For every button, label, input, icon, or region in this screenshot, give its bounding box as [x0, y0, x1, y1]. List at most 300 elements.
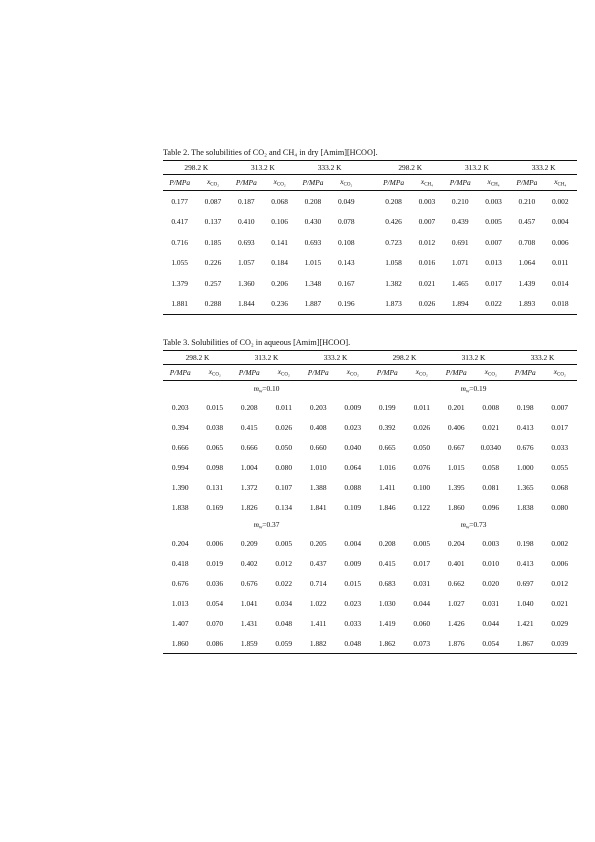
- temperature-label: 298.2 K: [184, 163, 209, 172]
- table-cell: 0.050: [413, 442, 431, 452]
- table-cell: 0.008: [482, 402, 500, 412]
- subscript: CO₂: [212, 372, 221, 378]
- table-cell: 0.418: [171, 558, 189, 568]
- table-cell: 0.023: [344, 598, 362, 608]
- table-cell: 0.081: [482, 482, 500, 492]
- table-cell: 0.415: [378, 558, 396, 568]
- temperature-label: 298.2 K: [185, 353, 210, 362]
- mass-fraction-row: [163, 517, 577, 533]
- table-cell: 0.009: [344, 558, 362, 568]
- table-cell: 0.177: [171, 196, 188, 206]
- temperature-label: 333.2 K: [530, 353, 555, 362]
- table-cell: 0.205: [309, 538, 327, 548]
- table-cell: 0.011: [275, 402, 292, 412]
- x-symbol: x: [346, 367, 351, 377]
- table-cell: 0.226: [204, 258, 222, 268]
- subscript: CH₄: [557, 182, 567, 188]
- table-cell: 1.015: [304, 258, 322, 268]
- table-row: [163, 273, 577, 294]
- table-cell: 0.394: [171, 422, 189, 432]
- table-cell: 0.088: [344, 482, 362, 492]
- table-cell: 1.419: [378, 618, 396, 628]
- table-cell: 0.086: [206, 638, 224, 648]
- table-row: [163, 533, 577, 553]
- pressure-header: P/MPa: [449, 178, 471, 187]
- table-cell: 1.846: [378, 502, 396, 512]
- table-cell: 0.003: [418, 196, 436, 206]
- table-row: [163, 553, 577, 573]
- table-cell: 1.000: [516, 462, 534, 472]
- table-cell: 0.031: [482, 598, 500, 608]
- table-cell: 0.007: [551, 402, 569, 412]
- table-cell: 0.002: [551, 538, 569, 548]
- table-cell: 1.841: [309, 502, 327, 512]
- table-cell: 0.203: [171, 402, 189, 412]
- table-cell: 1.426: [447, 618, 465, 628]
- mole-fraction-header: [477, 175, 510, 191]
- table-cell: 0.208: [378, 538, 396, 548]
- table-cell: 0.055: [551, 462, 569, 472]
- table-cell: 1.064: [518, 258, 536, 268]
- table-cell: 0.005: [275, 538, 293, 548]
- table-cell: 0.014: [551, 278, 569, 288]
- mass-fraction-value: =0.73: [469, 519, 487, 529]
- table-cell: 0.208: [240, 402, 258, 412]
- mass-fraction-symbol: m: [460, 519, 466, 529]
- x-symbol: x: [340, 177, 344, 187]
- table-cell: 1.882: [309, 638, 327, 648]
- mole-fraction-header: [267, 365, 302, 381]
- x-symbol: x: [487, 177, 491, 187]
- table-cell: 0.187: [237, 196, 255, 206]
- table-cell: 1.838: [516, 502, 534, 512]
- table-cell: 0.413: [516, 558, 534, 568]
- gap-cell: [363, 273, 377, 294]
- mole-fraction-header: [198, 365, 233, 381]
- table-cell: 0.204: [171, 538, 189, 548]
- table-cell: 0.011: [552, 258, 569, 268]
- table-cell: 1.859: [240, 638, 258, 648]
- subscript: CO₂: [281, 372, 290, 378]
- table-cell: 0.033: [344, 618, 362, 628]
- table-cell: 0.005: [413, 538, 431, 548]
- subscript: w: [465, 525, 470, 531]
- table-3-grid: [163, 350, 577, 654]
- table-cell: 0.060: [413, 618, 431, 628]
- temperature-label: 313.2 K: [251, 163, 275, 172]
- table-cell: 0.076: [413, 462, 431, 472]
- table-cell: 1.439: [518, 278, 536, 288]
- table-cell: 1.826: [240, 502, 258, 512]
- table-cell: 0.029: [551, 618, 569, 628]
- table-cell: 0.021: [482, 422, 500, 432]
- table-cell: 0.010: [482, 558, 500, 568]
- table-cell: 1.431: [240, 618, 258, 628]
- pressure-header: P/MPa: [516, 178, 538, 187]
- table-cell: 0.660: [309, 442, 327, 452]
- table-cell: 1.881: [171, 299, 188, 309]
- table-cell: 0.208: [304, 196, 322, 206]
- table-cell: 0.0340: [480, 442, 501, 452]
- pressure-header: P/MPa: [302, 178, 324, 187]
- table-cell: 1.860: [171, 638, 189, 648]
- table-cell: 0.392: [378, 422, 396, 432]
- table-cell: 0.048: [344, 638, 362, 648]
- table-2-grid: [163, 160, 577, 315]
- x-symbol: x: [484, 367, 489, 377]
- table-cell: 0.714: [309, 578, 327, 588]
- table-cell: 0.143: [337, 258, 355, 268]
- table-row: [163, 191, 577, 212]
- table-cell: 0.080: [551, 502, 569, 512]
- table-cell: 0.026: [413, 422, 431, 432]
- table-cell: 0.087: [204, 196, 222, 206]
- table-cell: 0.196: [337, 299, 355, 309]
- table-cell: 0.667: [447, 442, 465, 452]
- table-cell: 0.134: [275, 502, 293, 512]
- table-cell: 1.372: [240, 482, 258, 492]
- table-cell: 0.020: [482, 578, 500, 588]
- table-cell: 0.022: [275, 578, 293, 588]
- table-cell: 1.867: [516, 638, 534, 648]
- table-cell: 0.676: [171, 578, 189, 588]
- x-symbol: x: [420, 177, 425, 187]
- table-cell: 1.873: [385, 299, 402, 309]
- gap-cell: [363, 232, 377, 253]
- table-cell: 0.002: [551, 196, 569, 206]
- table-cell: 1.055: [171, 258, 188, 268]
- table-cell: 1.411: [379, 482, 396, 492]
- table-cell: 0.018: [551, 299, 569, 309]
- gap-cell: [363, 161, 377, 175]
- table-cell: 1.894: [451, 299, 469, 309]
- table-cell: 0.198: [516, 538, 534, 548]
- table-cell: 0.137: [204, 217, 222, 227]
- table-cell: 0.666: [240, 442, 258, 452]
- table-cell: 0.457: [518, 217, 536, 227]
- table-cell: 0.009: [344, 402, 362, 412]
- table-cell: 0.044: [482, 618, 500, 628]
- table-cell: 0.015: [344, 578, 362, 588]
- table-cell: 0.257: [204, 278, 222, 288]
- temperature-label: 298.2 K: [398, 163, 423, 172]
- table-3-caption: Table 3. Solubilities of CO₂ in aqueous [Amim][HCOO].: [163, 338, 351, 347]
- table-cell: 0.011: [413, 402, 430, 412]
- pressure-header: P/MPa: [238, 368, 260, 377]
- table-cell: 0.040: [344, 442, 362, 452]
- table-cell: 1.465: [451, 278, 469, 288]
- table-cell: 1.013: [171, 598, 189, 608]
- mole-fraction-header: [410, 175, 443, 191]
- table-cell: 1.010: [309, 462, 327, 472]
- table-cell: 0.417: [171, 217, 188, 227]
- table-cell: 0.006: [551, 558, 569, 568]
- table-cell: 0.662: [447, 578, 465, 588]
- gap-cell: [363, 212, 377, 233]
- mass-fraction-symbol: m: [460, 383, 466, 393]
- mass-fraction-right: [370, 517, 577, 533]
- table-cell: 0.013: [485, 258, 502, 268]
- table-cell: 0.012: [275, 558, 293, 568]
- table-cell: 0.021: [551, 598, 569, 608]
- table-2-temperature-header: [163, 161, 577, 175]
- table-cell: 1.893: [518, 299, 536, 309]
- mass-fraction-value: =0.10: [262, 383, 280, 393]
- table-cell: 0.430: [304, 217, 322, 227]
- pressure-header: P/MPa: [383, 178, 405, 187]
- table-cell: 0.050: [275, 442, 293, 452]
- table-cell: 0.236: [271, 299, 288, 309]
- table-row: [163, 397, 577, 417]
- table-cell: 0.208: [385, 196, 402, 206]
- table-row: [163, 253, 577, 274]
- table-cell: 0.204: [447, 538, 465, 548]
- table-cell: 0.004: [344, 538, 362, 548]
- pressure-header: P/MPa: [376, 368, 398, 377]
- table-cell: 1.876: [447, 638, 465, 648]
- table-cell: 0.015: [206, 402, 224, 412]
- table-cell: 0.437: [309, 558, 327, 568]
- table-cell: 0.080: [275, 462, 293, 472]
- table-cell: 1.022: [309, 598, 327, 608]
- table-cell: 0.716: [171, 237, 188, 247]
- table-cell: 0.059: [275, 638, 293, 648]
- table-cell: 1.388: [309, 482, 327, 492]
- table-cell: 1.040: [516, 598, 534, 608]
- table-cell: 1.887: [304, 299, 322, 309]
- table-row: [163, 457, 577, 477]
- temperature-label: 313.2 K: [464, 163, 489, 172]
- table-cell: 0.426: [385, 217, 402, 227]
- mass-fraction-row: [163, 381, 577, 398]
- table-cell: 1.862: [378, 638, 396, 648]
- temperature-label: 333.2 K: [323, 353, 348, 362]
- table-cell: 0.044: [413, 598, 431, 608]
- subscript: CO₂: [488, 372, 497, 378]
- table-cell: 0.031: [413, 578, 431, 588]
- x-symbol: x: [277, 367, 282, 377]
- table-cell: 1.411: [310, 618, 327, 628]
- table-cell: 1.348: [304, 278, 322, 288]
- table-cell: 0.131: [206, 482, 224, 492]
- table-cell: 0.406: [447, 422, 465, 432]
- table-cell: 0.058: [482, 462, 500, 472]
- pressure-header: P/MPa: [514, 368, 536, 377]
- subscript: w: [258, 389, 263, 395]
- table-cell: 0.210: [518, 196, 536, 206]
- temperature-label: 313.2 K: [254, 353, 279, 362]
- table-cell: 0.994: [171, 462, 189, 472]
- table-cell: 0.039: [551, 638, 569, 648]
- table-cell: 0.017: [413, 558, 431, 568]
- table-cell: 0.096: [482, 502, 500, 512]
- table-cell: 0.054: [206, 598, 224, 608]
- table-cell: 0.408: [309, 422, 327, 432]
- table-cell: 0.288: [204, 299, 222, 309]
- table-cell: 0.021: [418, 278, 436, 288]
- table-cell: 0.065: [206, 442, 224, 452]
- x-symbol: x: [553, 367, 558, 377]
- table-cell: 1.360: [237, 278, 255, 288]
- table-cell: 0.413: [516, 422, 534, 432]
- table-cell: 0.691: [451, 237, 469, 247]
- table-cell: 0.210: [451, 196, 469, 206]
- subscript: CO₂: [419, 372, 428, 378]
- table-cell: 1.407: [171, 618, 189, 628]
- table-cell: 1.027: [447, 598, 465, 608]
- mass-fraction-left: [163, 381, 370, 398]
- table-cell: 0.198: [516, 402, 534, 412]
- table-cell: 0.006: [551, 237, 569, 247]
- subscript: CO₂: [343, 182, 353, 188]
- table-cell: 0.415: [240, 422, 258, 432]
- gap-cell: [363, 253, 377, 274]
- table-cell: 1.844: [237, 299, 255, 309]
- x-symbol: x: [273, 177, 277, 187]
- table-cell: 0.034: [275, 598, 293, 608]
- table-3: [163, 338, 577, 654]
- table-cell: 0.073: [413, 638, 431, 648]
- table-cell: 0.012: [551, 578, 569, 588]
- table-cell: 1.382: [385, 278, 402, 288]
- table-cell: 0.167: [337, 278, 355, 288]
- table-cell: 1.030: [378, 598, 396, 608]
- table-cell: 0.006: [206, 538, 224, 548]
- table-cell: 0.026: [275, 422, 293, 432]
- subscript: CH₄: [490, 182, 500, 188]
- table-cell: 0.697: [516, 578, 534, 588]
- table-cell: 1.365: [516, 482, 534, 492]
- gap-cell: [363, 175, 377, 191]
- mass-fraction-value: =0.19: [469, 383, 487, 393]
- mole-fraction-header: [543, 365, 578, 381]
- x-symbol: x: [554, 177, 558, 187]
- mole-fraction-header: [474, 365, 509, 381]
- table-cell: 0.209: [240, 538, 258, 548]
- table-cell: 0.049: [337, 196, 355, 206]
- table-cell: 0.676: [240, 578, 258, 588]
- subscript: w: [465, 389, 470, 395]
- table-cell: 1.395: [447, 482, 465, 492]
- table-cell: 0.199: [378, 402, 396, 412]
- table-cell: 0.201: [447, 402, 465, 412]
- mole-fraction-header: [196, 175, 229, 191]
- table-row: [163, 573, 577, 593]
- table-row: [163, 497, 577, 517]
- table-cell: 1.015: [447, 462, 465, 472]
- subscript: CH₄: [424, 182, 433, 188]
- table-cell: 0.693: [237, 237, 255, 247]
- table-cell: 0.098: [206, 462, 224, 472]
- table-cell: 0.141: [271, 237, 288, 247]
- table-row: [163, 633, 577, 654]
- table-cell: 0.036: [206, 578, 224, 588]
- subscript: CO₂: [276, 182, 286, 188]
- table-cell: 0.693: [304, 237, 322, 247]
- pressure-header: P/MPa: [307, 368, 329, 377]
- x-symbol: x: [208, 367, 213, 377]
- table-cell: 0.185: [204, 237, 222, 247]
- table-cell: 0.106: [271, 217, 288, 227]
- mole-fraction-header: [263, 175, 296, 191]
- gap-cell: [363, 294, 377, 315]
- table-cell: 1.379: [171, 278, 188, 288]
- mass-fraction-value: =0.37: [262, 519, 280, 529]
- table-cell: 1.390: [171, 482, 189, 492]
- table-cell: 0.068: [551, 482, 569, 492]
- table-cell: 0.023: [344, 422, 362, 432]
- table-cell: 1.838: [171, 502, 189, 512]
- table-3-column-header: [163, 365, 577, 381]
- table-cell: 0.665: [378, 442, 396, 452]
- table-row: [163, 593, 577, 613]
- temperature-label: 333.2 K: [317, 163, 342, 172]
- table-row: [163, 437, 577, 457]
- table-cell: 0.007: [485, 237, 502, 247]
- gap-cell: [363, 191, 377, 212]
- mole-fraction-header: [544, 175, 577, 191]
- mass-fraction-left: [163, 517, 370, 533]
- table-cell: 1.004: [240, 462, 258, 472]
- subscript: CO₂: [210, 182, 219, 188]
- table-cell: 1.016: [378, 462, 396, 472]
- table-cell: 0.070: [206, 618, 224, 628]
- x-symbol: x: [206, 177, 211, 187]
- table-cell: 0.410: [237, 217, 255, 227]
- table-cell: 0.048: [275, 618, 293, 628]
- pressure-header: P/MPa: [445, 368, 467, 377]
- table-cell: 0.723: [385, 237, 402, 247]
- table-cell: 0.068: [271, 196, 288, 206]
- table-row: [163, 232, 577, 253]
- temperature-label: 313.2 K: [461, 353, 486, 362]
- table-cell: 0.064: [344, 462, 362, 472]
- table-cell: 0.007: [418, 217, 436, 227]
- table-2-column-header: [163, 175, 577, 191]
- table-cell: 0.003: [485, 196, 502, 206]
- table-cell: 0.676: [516, 442, 534, 452]
- table-cell: 0.184: [271, 258, 288, 268]
- table-cell: 0.683: [378, 578, 396, 588]
- table-cell: 0.054: [482, 638, 500, 648]
- table-cell: 0.033: [551, 442, 569, 452]
- temperature-label: 333.2 K: [531, 163, 556, 172]
- table-cell: 0.708: [518, 237, 536, 247]
- mole-fraction-header: [330, 175, 363, 191]
- subscript: CO₂: [557, 372, 566, 378]
- table-cell: 0.100: [413, 482, 431, 492]
- mole-fraction-header: [405, 365, 440, 381]
- x-symbol: x: [415, 367, 420, 377]
- mass-fraction-symbol: m: [253, 519, 259, 529]
- pressure-header: P/MPa: [169, 178, 191, 187]
- subscript: CO₂: [350, 372, 359, 378]
- temperature-label: 298.2 K: [392, 353, 417, 362]
- table-cell: 1.041: [240, 598, 258, 608]
- mass-fraction-right: [370, 381, 577, 398]
- table-cell: 0.401: [447, 558, 465, 568]
- table-cell: 0.402: [240, 558, 258, 568]
- subscript: w: [258, 525, 263, 531]
- table-cell: 1.860: [447, 502, 465, 512]
- mole-fraction-header: [336, 365, 371, 381]
- table-cell: 0.019: [206, 558, 224, 568]
- table-cell: 1.057: [237, 258, 255, 268]
- table-cell: 0.666: [171, 442, 189, 452]
- table-cell: 0.017: [551, 422, 569, 432]
- pressure-header: P/MPa: [169, 368, 191, 377]
- table-cell: 0.016: [418, 258, 436, 268]
